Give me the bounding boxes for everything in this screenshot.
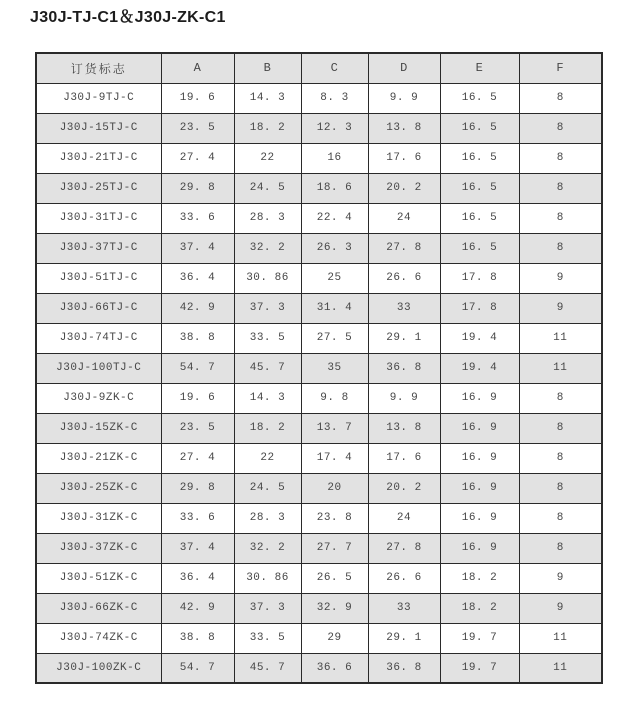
table-row [36, 503, 602, 533]
value-cell: 18. 2 [234, 113, 301, 143]
order-mark-cell: J30J-100TJ-C [36, 353, 161, 383]
order-mark-cell: J30J-37TJ-C [36, 233, 161, 263]
value-cell: 22 [234, 143, 301, 173]
value-cell: 16. 9 [440, 383, 519, 413]
value-cell: 27. 5 [301, 323, 368, 353]
value-cell: 22 [234, 443, 301, 473]
value-cell: 36. 8 [368, 653, 440, 683]
value-cell: 16. 5 [440, 233, 519, 263]
value-cell: 16. 5 [440, 143, 519, 173]
value-cell: 11 [519, 623, 602, 653]
value-cell: 16. 9 [440, 533, 519, 563]
value-cell: 16. 5 [440, 113, 519, 143]
value-cell: 20. 2 [368, 473, 440, 503]
order-mark-cell: J30J-74TJ-C [36, 323, 161, 353]
header-row [36, 53, 602, 83]
order-mark-cell: J30J-21TJ-C [36, 143, 161, 173]
value-cell: 28. 3 [234, 203, 301, 233]
value-cell: 36. 6 [301, 653, 368, 683]
order-mark-cell: J30J-66TJ-C [36, 293, 161, 323]
order-mark-cell: J30J-100ZK-C [36, 653, 161, 683]
value-cell: 33. 5 [234, 623, 301, 653]
order-mark-cell: J30J-15ZK-C [36, 413, 161, 443]
value-cell: 13. 8 [368, 413, 440, 443]
value-cell: 8 [519, 383, 602, 413]
table-row [36, 293, 602, 323]
value-cell: 28. 3 [234, 503, 301, 533]
table-row [36, 473, 602, 503]
order-mark-cell: J30J-21ZK-C [36, 443, 161, 473]
value-cell: 16. 5 [440, 173, 519, 203]
value-cell: 27. 8 [368, 233, 440, 263]
value-cell: 26. 3 [301, 233, 368, 263]
value-cell: 18. 2 [440, 563, 519, 593]
value-cell: 17. 4 [301, 443, 368, 473]
value-cell: 29 [301, 623, 368, 653]
value-cell: 26. 5 [301, 563, 368, 593]
value-cell: 16. 5 [440, 83, 519, 113]
table-row [36, 593, 602, 623]
value-cell: 38. 8 [161, 323, 234, 353]
value-cell: 36. 4 [161, 563, 234, 593]
value-cell: 33 [368, 293, 440, 323]
value-cell: 20. 2 [368, 173, 440, 203]
value-cell: 33. 6 [161, 203, 234, 233]
value-cell: 29. 1 [368, 323, 440, 353]
value-cell: 16. 9 [440, 473, 519, 503]
value-cell: 8 [519, 173, 602, 203]
value-cell: 42. 9 [161, 293, 234, 323]
value-cell: 36. 8 [368, 353, 440, 383]
value-cell: 37. 4 [161, 233, 234, 263]
table-row [36, 623, 602, 653]
value-cell: 8. 3 [301, 83, 368, 113]
value-cell: 23. 8 [301, 503, 368, 533]
value-cell: 32. 2 [234, 533, 301, 563]
order-mark-cell: J30J-31ZK-C [36, 503, 161, 533]
value-cell: 8 [519, 83, 602, 113]
table-row [36, 263, 602, 293]
value-cell: 32. 2 [234, 233, 301, 263]
column-header: A [161, 53, 234, 83]
order-mark-cell: J30J-51ZK-C [36, 563, 161, 593]
table-header [36, 53, 602, 83]
value-cell: 9 [519, 563, 602, 593]
table-row [36, 233, 602, 263]
column-header: B [234, 53, 301, 83]
value-cell: 8 [519, 233, 602, 263]
value-cell: 35 [301, 353, 368, 383]
value-cell: 9. 9 [368, 83, 440, 113]
value-cell: 8 [519, 203, 602, 233]
value-cell: 45. 7 [234, 353, 301, 383]
value-cell: 9. 8 [301, 383, 368, 413]
order-mark-cell: J30J-15TJ-C [36, 113, 161, 143]
value-cell: 27. 4 [161, 143, 234, 173]
value-cell: 8 [519, 113, 602, 143]
value-cell: 37. 3 [234, 293, 301, 323]
page-title: J30J-TJ-C1＆J30J-ZK-C1 [30, 9, 226, 26]
table-row [36, 443, 602, 473]
order-mark-cell: J30J-25TJ-C [36, 173, 161, 203]
order-mark-cell: J30J-37ZK-C [36, 533, 161, 563]
value-cell: 26. 6 [368, 263, 440, 293]
column-header: D [368, 53, 440, 83]
order-mark-cell: J30J-25ZK-C [36, 473, 161, 503]
column-header: C [301, 53, 368, 83]
order-mark-cell: J30J-74ZK-C [36, 623, 161, 653]
value-cell: 18. 2 [234, 413, 301, 443]
value-cell: 24 [368, 503, 440, 533]
value-cell: 37. 3 [234, 593, 301, 623]
value-cell: 17. 6 [368, 143, 440, 173]
value-cell: 30. 86 [234, 563, 301, 593]
value-cell: 8 [519, 533, 602, 563]
order-mark-cell: J30J-51TJ-C [36, 263, 161, 293]
value-cell: 38. 8 [161, 623, 234, 653]
column-header: F [519, 53, 602, 83]
value-cell: 16. 5 [440, 203, 519, 233]
value-cell: 20 [301, 473, 368, 503]
value-cell: 29. 1 [368, 623, 440, 653]
value-cell: 8 [519, 443, 602, 473]
value-cell: 16. 9 [440, 443, 519, 473]
value-cell: 29. 8 [161, 173, 234, 203]
value-cell: 18. 2 [440, 593, 519, 623]
order-mark-cell: J30J-66ZK-C [36, 593, 161, 623]
value-cell: 11 [519, 323, 602, 353]
value-cell: 29. 8 [161, 473, 234, 503]
value-cell: 8 [519, 143, 602, 173]
column-header: 订货标志 [36, 53, 161, 83]
value-cell: 31. 4 [301, 293, 368, 323]
value-cell: 37. 4 [161, 533, 234, 563]
table-row [36, 113, 602, 143]
table-row [36, 83, 602, 113]
table-row [36, 173, 602, 203]
value-cell: 9 [519, 293, 602, 323]
value-cell: 42. 9 [161, 593, 234, 623]
value-cell: 17. 8 [440, 263, 519, 293]
table-row [36, 383, 602, 413]
table-row [36, 143, 602, 173]
order-mark-cell: J30J-9TJ-C [36, 83, 161, 113]
value-cell: 13. 8 [368, 113, 440, 143]
value-cell: 19. 7 [440, 653, 519, 683]
table-row [36, 323, 602, 353]
value-cell: 12. 3 [301, 113, 368, 143]
spec-table [35, 52, 603, 684]
value-cell: 45. 7 [234, 653, 301, 683]
value-cell: 8 [519, 413, 602, 443]
value-cell: 17. 6 [368, 443, 440, 473]
value-cell: 25 [301, 263, 368, 293]
value-cell: 18. 6 [301, 173, 368, 203]
value-cell: 54. 7 [161, 353, 234, 383]
table-row [36, 653, 602, 683]
value-cell: 23. 5 [161, 113, 234, 143]
value-cell: 27. 4 [161, 443, 234, 473]
order-mark-cell: J30J-31TJ-C [36, 203, 161, 233]
value-cell: 36. 4 [161, 263, 234, 293]
value-cell: 27. 7 [301, 533, 368, 563]
value-cell: 8 [519, 503, 602, 533]
value-cell: 23. 5 [161, 413, 234, 443]
value-cell: 33. 5 [234, 323, 301, 353]
value-cell: 24. 5 [234, 473, 301, 503]
value-cell: 19. 4 [440, 353, 519, 383]
value-cell: 16. 9 [440, 413, 519, 443]
value-cell: 27. 8 [368, 533, 440, 563]
value-cell: 19. 7 [440, 623, 519, 653]
value-cell: 11 [519, 353, 602, 383]
value-cell: 16. 9 [440, 503, 519, 533]
table-row [36, 533, 602, 563]
table-row [36, 413, 602, 443]
value-cell: 22. 4 [301, 203, 368, 233]
value-cell: 9 [519, 263, 602, 293]
table-row [36, 353, 602, 383]
value-cell: 33. 6 [161, 503, 234, 533]
value-cell: 11 [519, 653, 602, 683]
value-cell: 9 [519, 593, 602, 623]
value-cell: 30. 86 [234, 263, 301, 293]
value-cell: 24 [368, 203, 440, 233]
table-row [36, 563, 602, 593]
value-cell: 54. 7 [161, 653, 234, 683]
value-cell: 19. 6 [161, 383, 234, 413]
value-cell: 32. 9 [301, 593, 368, 623]
table-row [36, 203, 602, 233]
value-cell: 14. 3 [234, 383, 301, 413]
value-cell: 14. 3 [234, 83, 301, 113]
value-cell: 16 [301, 143, 368, 173]
value-cell: 9. 9 [368, 383, 440, 413]
value-cell: 26. 6 [368, 563, 440, 593]
order-mark-cell: J30J-9ZK-C [36, 383, 161, 413]
value-cell: 19. 6 [161, 83, 234, 113]
value-cell: 24. 5 [234, 173, 301, 203]
value-cell: 17. 8 [440, 293, 519, 323]
value-cell: 8 [519, 473, 602, 503]
value-cell: 33 [368, 593, 440, 623]
value-cell: 19. 4 [440, 323, 519, 353]
value-cell: 13. 7 [301, 413, 368, 443]
table-body [36, 83, 602, 683]
column-header: E [440, 53, 519, 83]
